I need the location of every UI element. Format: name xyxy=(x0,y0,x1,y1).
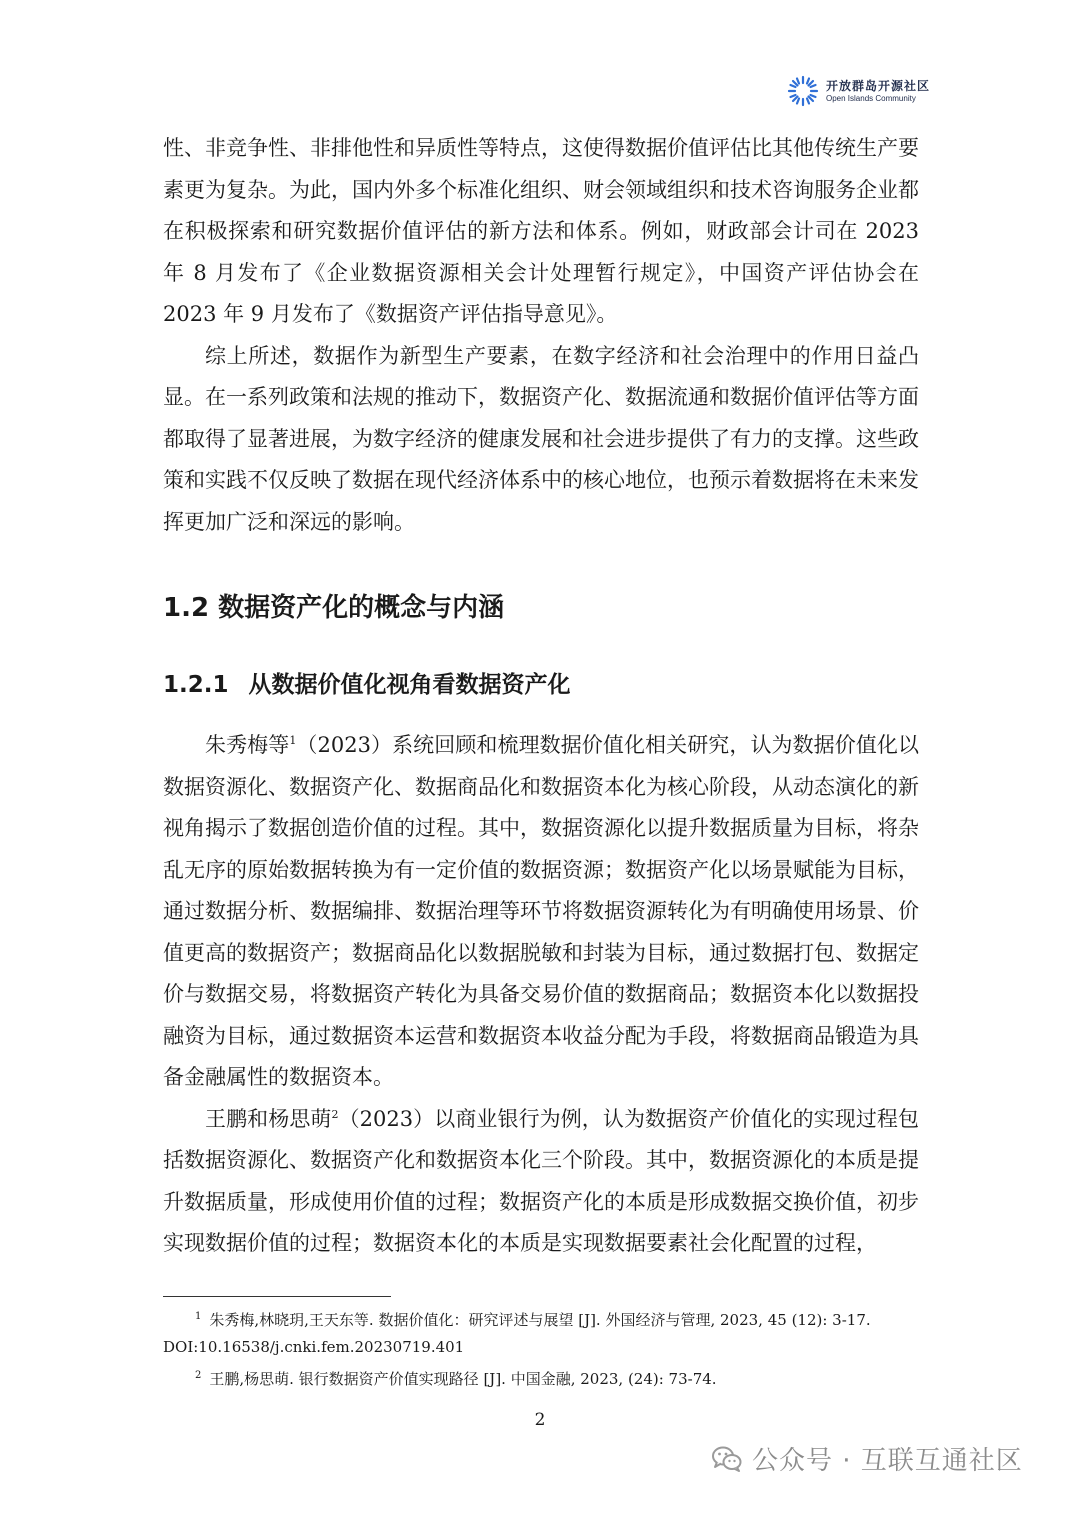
paragraph-text: （2023）以商业银行为例，认为数据资产价值化的实现过程包括数据资源化、数据资产化和数据资本化三个阶段。其中，数据资源化的本质是提升数据质量，形成使用价值的过程；数据资产化的本质是形成数据交换价值，初步实现数据价值的过程；数据资本化的本质是实现数据要素社会化配置的过程， xyxy=(163,1106,919,1255)
paragraph-valuation-complexity: 性、非竞争性、非排他性和异质性等特点，这使得数据价值评估比其他传统生产要素更为复杂。为此，国内外多个标准化组织、财会领域组织和技术咨询服务企业都在积极探索和研究数据价值评估的新方法和体系。例如，财政部会计司在 2023 年 8 月发布了《企业数据资源相关会计处理暂行规定》，中国资产评估协会在 2023 年 9 月发布了《数据资产评估指导意见》。 xyxy=(163,136,919,326)
subsection-heading xyxy=(163,666,919,699)
footnote-mark: 2 xyxy=(195,1370,202,1381)
footnote-2 xyxy=(163,1362,919,1393)
page-number: 2 xyxy=(534,1410,546,1430)
watermark xyxy=(712,1440,1023,1477)
logo-english-name: Open Islands Community xyxy=(826,93,916,103)
community-logo xyxy=(786,74,930,108)
subsection-number: 1.2.1 xyxy=(163,672,229,698)
footnote-1 xyxy=(163,1303,919,1361)
section-heading: 1.2 数据资产化的概念与内涵 xyxy=(163,593,505,623)
footnote-mark: 1 xyxy=(195,1311,202,1322)
footnote-text: 朱秀梅,林晓玥,王天东等. 数据价值化：研究评述与展望 [J]. 外国经济与管理, 2023, 45 (12): 3-17. DOI:10.16538/j.cnki.fem.20230719.401 xyxy=(163,1311,871,1356)
wechat-icon xyxy=(712,1446,742,1472)
footnote-divider xyxy=(163,1296,391,1297)
citation-author: 王鹏和杨思萌 xyxy=(205,1106,332,1131)
paragraph-wang-peng xyxy=(163,1099,919,1265)
footnote-text: 王鹏,杨思萌. 银行数据资产价值实现路径 [J]. 中国金融, 2023, (24): 73-74. xyxy=(209,1370,717,1388)
logo-chinese-name: 开放群岛开源社区 xyxy=(826,78,931,93)
citation-author: 朱秀梅等 xyxy=(205,733,290,757)
subsection-title: 从数据价值化视角看数据资产化 xyxy=(248,672,571,698)
paragraph-summary: 综上所述，数据作为新型生产要素，在数字经济和社会治理中的作用日益凸显。在一系列政策和法规的推动下，数据资产化、数据流通和数据价值评估等方面都取得了显著进展，为数字经济的健康发展和社会进步提供了有力的支撑。这些政策和实践不仅反映了数据在现代经济体系中的核心地位，也预示着数据将在未来发挥更加广泛和深远的影响。 xyxy=(163,343,919,534)
paragraph-text: （2023）系统回顾和梳理数据价值化相关研究，认为数据价值化以数据资源化、数据资产化、数据商品化和数据资本化为核心阶段，从动态演化的新视角揭示了数据创造价值的过程。其中，数据资源化以提升数据质量为目标，将杂乱无序的原始数据转换为有一定价值的数据资源；数据资产化以场景赋能为目标，通过数据分析、数据编排、数据治理等环节将数据资源转化为有明确使用场景、价值更高的数据资产；数据商品化以数据脱敏和封装为目标，通过数据打包、数据定价与数据交易，将数据资产转化为具备交易价值的数据商品；数据资本化以数据投融资为目标，通过数据资本运营和数据资本收益分配为手段，将数据商品锻造为具备金融属性的数据资本。 xyxy=(163,733,919,1089)
watermark-text: 公众号 · 互联互通社区 xyxy=(752,1446,1023,1476)
footnote-ref[interactable]: 1 xyxy=(289,734,297,747)
paragraph-zhu-xiumei xyxy=(163,725,919,1099)
page-body xyxy=(163,128,919,1265)
open-islands-logo-icon xyxy=(786,74,820,108)
footnote-ref[interactable]: 2 xyxy=(331,1107,339,1121)
